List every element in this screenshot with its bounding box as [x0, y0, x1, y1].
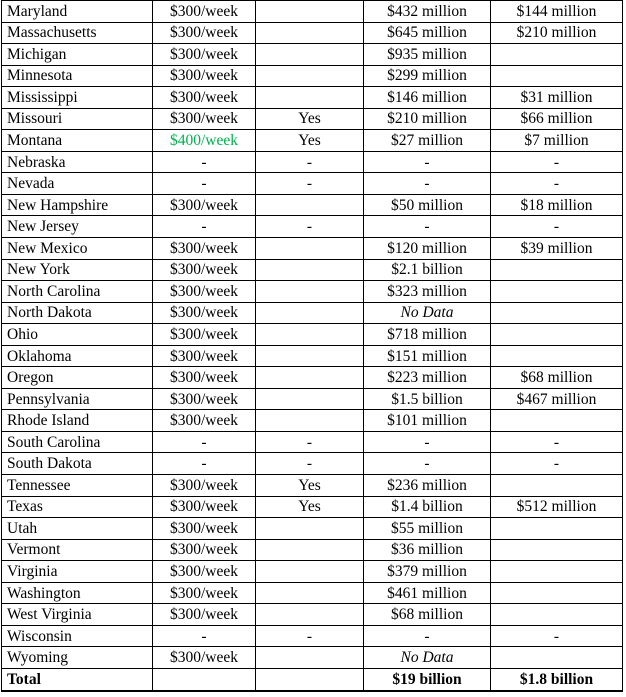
state-benefits-table	[1, 0, 623, 692]
value-cell: -	[153, 151, 256, 173]
table-row	[2, 324, 623, 346]
value-cell	[256, 302, 364, 324]
value-cell: $223 million	[364, 367, 491, 389]
table-row	[2, 87, 623, 109]
value-cell: -	[153, 431, 256, 453]
value-cell: $144 million	[491, 1, 623, 23]
value-cell	[491, 345, 623, 367]
state-cell: Tennessee	[2, 475, 153, 497]
value-cell	[491, 65, 623, 87]
state-cell: Massachusetts	[2, 22, 153, 44]
value-cell: $300/week	[153, 108, 256, 130]
state-cell: Oregon	[2, 367, 153, 389]
state-cell: Pennsylvania	[2, 388, 153, 410]
value-cell	[256, 668, 364, 690]
value-cell: -	[491, 431, 623, 453]
value-cell: $1.8 billion	[491, 668, 623, 690]
table-row	[2, 453, 623, 475]
state-cell: Total	[2, 668, 153, 690]
state-cell: New Hampshire	[2, 194, 153, 216]
value-cell: -	[153, 625, 256, 647]
value-cell: -	[256, 625, 364, 647]
table-row	[2, 388, 623, 410]
value-cell: $300/week	[153, 518, 256, 540]
table-row	[2, 668, 623, 690]
value-cell	[491, 302, 623, 324]
state-cell: South Dakota	[2, 453, 153, 475]
value-cell: $300/week	[153, 324, 256, 346]
table-row	[2, 173, 623, 195]
value-cell: $300/week	[153, 647, 256, 669]
state-cell: Maryland	[2, 1, 153, 23]
value-cell: $323 million	[364, 281, 491, 303]
value-cell: $299 million	[364, 65, 491, 87]
table-row	[2, 625, 623, 647]
state-cell: Minnesota	[2, 65, 153, 87]
value-cell: -	[256, 173, 364, 195]
table-row	[2, 302, 623, 324]
value-cell	[491, 324, 623, 346]
state-cell: Nevada	[2, 173, 153, 195]
value-cell: -	[491, 151, 623, 173]
value-cell: $300/week	[153, 539, 256, 561]
value-cell: $7 million	[491, 130, 623, 152]
table-row	[2, 216, 623, 238]
value-cell: $300/week	[153, 302, 256, 324]
table-row	[2, 582, 623, 604]
table-row	[2, 65, 623, 87]
value-cell: -	[491, 625, 623, 647]
value-cell: $27 million	[364, 130, 491, 152]
state-cell: Wisconsin	[2, 625, 153, 647]
table-row	[2, 539, 623, 561]
value-cell: -	[256, 151, 364, 173]
table-row	[2, 345, 623, 367]
table-row	[2, 151, 623, 173]
value-cell: No Data	[364, 302, 491, 324]
state-cell: Michigan	[2, 44, 153, 66]
value-cell: Yes	[256, 475, 364, 497]
state-cell: Wyoming	[2, 647, 153, 669]
value-cell	[256, 367, 364, 389]
value-cell: Yes	[256, 496, 364, 518]
value-cell: $379 million	[364, 561, 491, 583]
value-cell: $300/week	[153, 561, 256, 583]
value-cell	[491, 561, 623, 583]
value-cell: $300/week	[153, 345, 256, 367]
state-cell: New Jersey	[2, 216, 153, 238]
value-cell: $1.5 billion	[364, 388, 491, 410]
state-cell: Montana	[2, 130, 153, 152]
value-cell: $300/week	[153, 44, 256, 66]
value-cell	[256, 324, 364, 346]
state-cell: Nebraska	[2, 151, 153, 173]
value-cell: $66 million	[491, 108, 623, 130]
value-cell	[256, 87, 364, 109]
value-cell: $68 million	[364, 604, 491, 626]
value-cell: $300/week	[153, 367, 256, 389]
value-cell: $645 million	[364, 22, 491, 44]
value-cell: No Data	[364, 647, 491, 669]
value-cell: -	[364, 216, 491, 238]
table-row	[2, 22, 623, 44]
table-row	[2, 281, 623, 303]
state-cell: Virginia	[2, 561, 153, 583]
value-cell	[256, 238, 364, 260]
state-cell: Mississippi	[2, 87, 153, 109]
value-cell	[256, 259, 364, 281]
value-cell: $467 million	[491, 388, 623, 410]
table-row	[2, 130, 623, 152]
value-cell	[256, 539, 364, 561]
value-cell: $512 million	[491, 496, 623, 518]
value-cell: $300/week	[153, 87, 256, 109]
value-cell: $300/week	[153, 388, 256, 410]
value-cell: -	[491, 173, 623, 195]
value-cell	[256, 1, 364, 23]
value-cell: $300/week	[153, 475, 256, 497]
value-cell	[256, 345, 364, 367]
value-cell: $300/week	[153, 65, 256, 87]
value-cell: Yes	[256, 108, 364, 130]
value-cell: -	[364, 453, 491, 475]
table-row	[2, 431, 623, 453]
value-cell	[256, 281, 364, 303]
value-cell: -	[256, 216, 364, 238]
value-cell: $300/week	[153, 582, 256, 604]
value-cell: $300/week	[153, 194, 256, 216]
value-cell	[256, 582, 364, 604]
value-cell	[256, 604, 364, 626]
value-cell: $236 million	[364, 475, 491, 497]
table-row	[2, 238, 623, 260]
value-cell	[491, 475, 623, 497]
value-cell	[256, 647, 364, 669]
value-cell	[491, 259, 623, 281]
state-cell: West Virginia	[2, 604, 153, 626]
value-cell: $36 million	[364, 539, 491, 561]
value-cell: $120 million	[364, 238, 491, 260]
value-cell: $31 million	[491, 87, 623, 109]
value-cell	[256, 561, 364, 583]
value-cell: $146 million	[364, 87, 491, 109]
value-cell	[491, 410, 623, 432]
value-cell	[491, 582, 623, 604]
value-cell: $300/week	[153, 259, 256, 281]
state-cell: Missouri	[2, 108, 153, 130]
value-cell: $718 million	[364, 324, 491, 346]
state-cell: New York	[2, 259, 153, 281]
value-cell	[153, 668, 256, 690]
value-cell: $210 million	[491, 22, 623, 44]
value-cell: $300/week	[153, 410, 256, 432]
state-cell: North Dakota	[2, 302, 153, 324]
value-cell: -	[153, 173, 256, 195]
value-cell: $935 million	[364, 44, 491, 66]
state-cell: Rhode Island	[2, 410, 153, 432]
value-cell	[256, 388, 364, 410]
value-cell: $300/week	[153, 496, 256, 518]
value-cell	[256, 65, 364, 87]
value-cell	[256, 518, 364, 540]
value-cell: -	[364, 151, 491, 173]
state-cell: Vermont	[2, 539, 153, 561]
table-row	[2, 367, 623, 389]
table-row	[2, 647, 623, 669]
state-cell: New Mexico	[2, 238, 153, 260]
value-cell	[491, 539, 623, 561]
state-cell: Utah	[2, 518, 153, 540]
value-cell: $210 million	[364, 108, 491, 130]
value-cell: -	[256, 431, 364, 453]
table-row	[2, 561, 623, 583]
value-cell: $300/week	[153, 22, 256, 44]
table-row	[2, 1, 623, 23]
table-row	[2, 108, 623, 130]
value-cell	[491, 647, 623, 669]
state-cell: Texas	[2, 496, 153, 518]
value-cell: -	[364, 173, 491, 195]
value-cell	[256, 44, 364, 66]
table-row	[2, 518, 623, 540]
value-cell: $18 million	[491, 194, 623, 216]
value-cell: $300/week	[153, 238, 256, 260]
value-cell: $68 million	[491, 367, 623, 389]
value-cell: $151 million	[364, 345, 491, 367]
value-cell: $300/week	[153, 604, 256, 626]
table-row	[2, 496, 623, 518]
value-cell: -	[153, 453, 256, 475]
value-cell: $1.4 billion	[364, 496, 491, 518]
value-cell: Yes	[256, 130, 364, 152]
value-cell: $101 million	[364, 410, 491, 432]
value-cell	[256, 22, 364, 44]
state-cell: Washington	[2, 582, 153, 604]
value-cell: $2.1 billion	[364, 259, 491, 281]
value-cell	[491, 604, 623, 626]
value-cell: $400/week	[153, 130, 256, 152]
value-cell: $300/week	[153, 1, 256, 23]
table-row	[2, 604, 623, 626]
state-cell: Oklahoma	[2, 345, 153, 367]
value-cell	[491, 518, 623, 540]
value-cell: -	[364, 431, 491, 453]
state-cell: North Carolina	[2, 281, 153, 303]
value-cell: $300/week	[153, 281, 256, 303]
value-cell: -	[256, 453, 364, 475]
state-cell: South Carolina	[2, 431, 153, 453]
value-cell	[491, 44, 623, 66]
table-row	[2, 475, 623, 497]
value-cell: -	[491, 453, 623, 475]
value-cell: $19 billion	[364, 668, 491, 690]
value-cell: $50 million	[364, 194, 491, 216]
table-row	[2, 410, 623, 432]
value-cell: $39 million	[491, 238, 623, 260]
value-cell: $461 million	[364, 582, 491, 604]
value-cell: -	[153, 216, 256, 238]
value-cell: $55 million	[364, 518, 491, 540]
value-cell: -	[364, 625, 491, 647]
table-row	[2, 259, 623, 281]
value-cell	[256, 410, 364, 432]
value-cell: -	[491, 216, 623, 238]
table-row	[2, 44, 623, 66]
state-cell: Ohio	[2, 324, 153, 346]
table-row	[2, 194, 623, 216]
value-cell: $432 million	[364, 1, 491, 23]
table-body	[2, 1, 623, 691]
value-cell	[256, 194, 364, 216]
value-cell	[491, 281, 623, 303]
